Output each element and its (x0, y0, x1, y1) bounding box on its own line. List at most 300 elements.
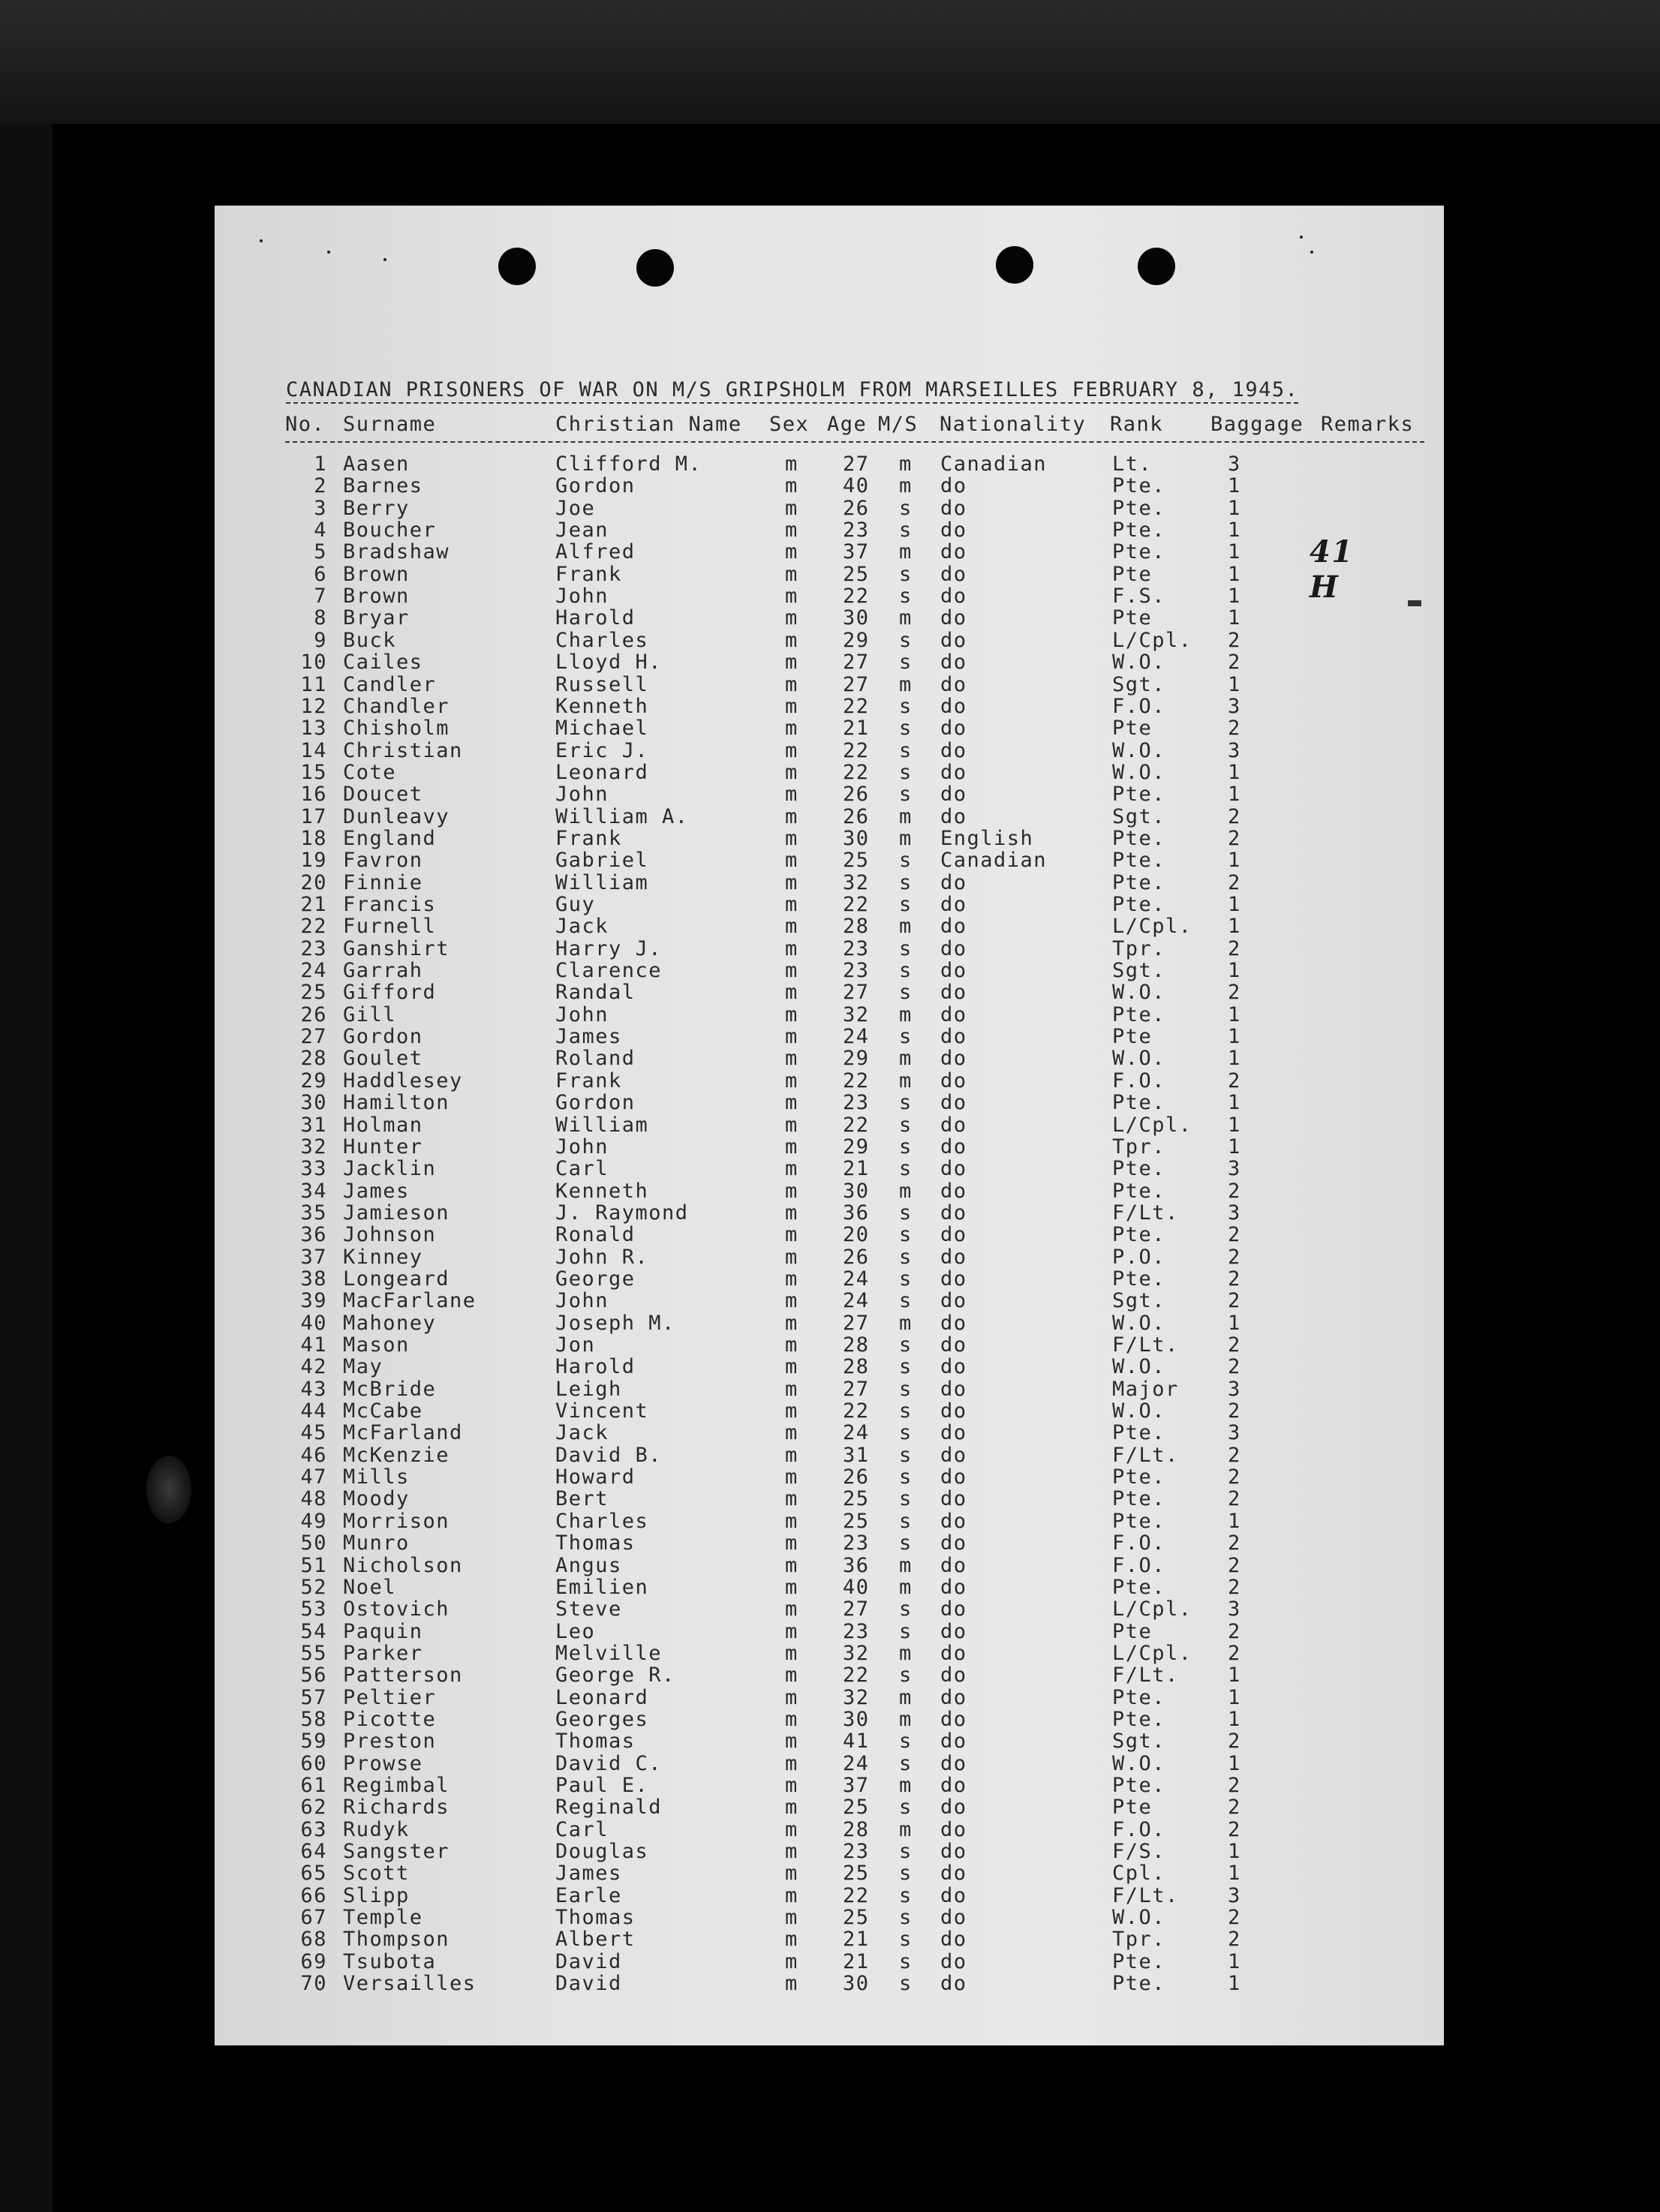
sex-cell: m (785, 826, 798, 850)
age-cell: 30 (843, 606, 870, 630)
christian-name-cell: Thomas (555, 1730, 636, 1754)
rank-cell: Pte. (1112, 1509, 1166, 1533)
nationality-cell: do (940, 1179, 967, 1203)
rank-cell: Major (1112, 1377, 1179, 1401)
surname-cell: Garrah (343, 959, 423, 983)
surname-cell: Barnes (343, 474, 423, 498)
row-number-cell: 69 (300, 1949, 327, 1973)
surname-cell: Preston (343, 1730, 437, 1754)
marital-status-cell: s (899, 1796, 913, 1820)
surname-cell: Bradshaw (343, 540, 450, 564)
sex-cell: m (785, 1862, 798, 1886)
nationality-cell: do (940, 1862, 967, 1886)
christian-name-cell: Leigh (555, 1377, 622, 1401)
nationality-cell: do (940, 585, 967, 609)
baggage-cell: 1 (1228, 606, 1241, 630)
surname-cell: Gifford (343, 981, 437, 1005)
row-number-cell: 64 (300, 1840, 327, 1864)
age-cell: 23 (843, 1619, 870, 1643)
baggage-cell: 2 (1228, 1796, 1241, 1820)
speck (327, 251, 330, 254)
nationality-cell: do (940, 1664, 967, 1688)
nationality-cell: do (940, 1619, 967, 1643)
age-cell: 25 (843, 849, 870, 873)
sex-cell: m (785, 452, 798, 476)
baggage-cell: 2 (1228, 1068, 1241, 1092)
table-row (0, 1950, 1660, 1972)
table-row (0, 1091, 1660, 1113)
baggage-cell: 1 (1228, 496, 1241, 520)
christian-name-cell: Joseph M. (555, 1311, 675, 1335)
baggage-cell: 2 (1228, 628, 1241, 652)
rank-cell: F.O. (1112, 1553, 1166, 1577)
nationality-cell: do (940, 562, 967, 586)
sex-cell: m (785, 738, 798, 762)
rank-cell: Pte. (1112, 1002, 1166, 1026)
marital-status-cell: s (899, 1972, 913, 1996)
sex-cell: m (785, 1157, 798, 1181)
nationality-cell: Canadian (940, 849, 1048, 873)
table-row (0, 1114, 1660, 1135)
christian-name-cell: Roland (555, 1047, 636, 1071)
row-number-cell: 61 (300, 1774, 327, 1797)
table-row (0, 1884, 1660, 1906)
baggage-cell: 1 (1228, 1972, 1241, 1996)
punch-hole (498, 248, 536, 285)
row-number-cell: 3 (314, 496, 327, 520)
nationality-cell: do (940, 1201, 967, 1225)
age-cell: 30 (843, 1972, 870, 1996)
sex-cell: m (785, 1245, 798, 1269)
surname-cell: Haddlesey (343, 1068, 463, 1092)
baggage-cell: 1 (1228, 1025, 1241, 1049)
christian-name-cell: Douglas (555, 1840, 649, 1864)
christian-name-cell: James (555, 1862, 622, 1886)
surname-cell: Rudyk (343, 1817, 410, 1841)
christian-name-cell: Harold (555, 1355, 636, 1379)
baggage-cell: 3 (1228, 1421, 1241, 1445)
age-cell: 26 (843, 804, 870, 828)
marital-status-cell: m (899, 804, 913, 828)
christian-name-cell: William A. (555, 804, 689, 828)
table-row (0, 1928, 1660, 1952)
sex-cell: m (785, 1553, 798, 1577)
age-cell: 28 (843, 915, 870, 939)
surname-cell: McCabe (343, 1399, 423, 1423)
surname-cell: Temple (343, 1906, 423, 1930)
speck (260, 239, 263, 242)
marital-status-cell: s (899, 1619, 913, 1643)
sex-cell: m (785, 606, 798, 630)
nationality-cell: do (940, 1267, 967, 1291)
row-number-cell: 70 (300, 1972, 327, 1996)
row-number-cell: 46 (300, 1443, 327, 1467)
nationality-cell: do (940, 1553, 967, 1577)
baggage-cell: 1 (1228, 1751, 1241, 1775)
rank-cell: W.O. (1112, 1906, 1166, 1930)
marital-status-cell: s (899, 1949, 913, 1973)
age-cell: 22 (843, 738, 870, 762)
sex-cell: m (785, 783, 798, 807)
christian-name-cell: Clarence (555, 959, 663, 983)
christian-name-cell: Frank (555, 1068, 622, 1092)
christian-name-cell: Leonard (555, 760, 649, 784)
surname-cell: Tsubota (343, 1949, 437, 1973)
christian-name-cell: Russell (555, 672, 649, 696)
sex-cell: m (785, 1730, 798, 1754)
nationality-cell: do (940, 518, 967, 542)
marital-status-cell: s (899, 651, 913, 675)
surname-cell: Nicholson (343, 1553, 463, 1577)
surname-cell: Jamieson (343, 1201, 450, 1225)
christian-name-cell: Carl (555, 1157, 609, 1181)
rank-cell: F.O. (1112, 694, 1166, 718)
baggage-cell: 1 (1228, 1047, 1241, 1071)
nationality-cell: do (940, 1949, 967, 1973)
row-number-cell: 1 (314, 452, 327, 476)
marital-status-cell: m (899, 1817, 913, 1841)
nationality-cell: do (940, 1223, 967, 1247)
marital-status-cell: m (899, 606, 913, 630)
baggage-cell: 1 (1228, 1135, 1241, 1159)
marital-status-cell: s (899, 1928, 913, 1952)
punch-hole (1138, 248, 1175, 285)
surname-cell: Regimbal (343, 1774, 450, 1797)
christian-name-cell: Thomas (555, 1906, 636, 1930)
nationality-cell: do (940, 1575, 967, 1599)
header-nationality: Nationality (940, 413, 1087, 436)
surname-cell: James (343, 1179, 410, 1203)
marital-status-cell: s (899, 1025, 913, 1049)
marital-status-cell: m (899, 672, 913, 696)
marital-status-cell: s (899, 1751, 913, 1775)
row-number-cell: 25 (300, 981, 327, 1005)
christian-name-cell: Emilien (555, 1575, 649, 1599)
table-row (0, 849, 1660, 873)
baggage-cell: 1 (1228, 893, 1241, 916)
rank-cell: Pte. (1112, 1223, 1166, 1247)
nationality-cell: Canadian (940, 452, 1048, 476)
nationality-cell: do (940, 1509, 967, 1533)
sex-cell: m (785, 1091, 798, 1115)
table-row (0, 827, 1660, 849)
rank-cell: Pte. (1112, 1685, 1166, 1709)
table-row (0, 497, 1660, 518)
marital-status-cell: s (899, 1091, 913, 1115)
row-number-cell: 14 (300, 738, 327, 762)
row-number-cell: 68 (300, 1928, 327, 1952)
baggage-cell: 2 (1228, 1531, 1241, 1555)
marital-status-cell: s (899, 496, 913, 520)
marital-status-cell: s (899, 1245, 913, 1269)
row-number-cell: 40 (300, 1311, 327, 1335)
age-cell: 28 (843, 1817, 870, 1841)
surname-cell: Noel (343, 1575, 397, 1599)
row-number-cell: 65 (300, 1862, 327, 1886)
marital-status-cell: s (899, 717, 913, 741)
nationality-cell: do (940, 672, 967, 696)
sex-cell: m (785, 651, 798, 675)
table-row (0, 651, 1660, 675)
sex-cell: m (785, 1223, 798, 1247)
rank-cell: Pte. (1112, 1267, 1166, 1291)
speck (1310, 251, 1313, 254)
age-cell: 20 (843, 1223, 870, 1247)
christian-name-cell: Michael (555, 717, 649, 741)
christian-name-cell: John (555, 1135, 609, 1159)
surname-cell: Ostovich (343, 1597, 450, 1621)
age-cell: 25 (843, 1862, 870, 1886)
table-row (0, 1730, 1660, 1754)
christian-name-cell: James (555, 1025, 622, 1049)
age-cell: 28 (843, 1333, 870, 1357)
baggage-cell: 1 (1228, 1862, 1241, 1886)
marital-status-cell: s (899, 1377, 913, 1401)
marital-status-cell: m (899, 540, 913, 564)
row-number-cell: 16 (300, 783, 327, 807)
nationality-cell: do (940, 1289, 967, 1313)
marital-status-cell: s (899, 1113, 913, 1137)
christian-name-cell: Reginald (555, 1796, 663, 1820)
rank-cell: F/Lt. (1112, 1883, 1179, 1907)
nationality-cell: do (940, 959, 967, 983)
surname-cell: Aasen (343, 452, 410, 476)
marital-status-cell: s (899, 1201, 913, 1225)
marital-status-cell: s (899, 585, 913, 609)
rank-cell: Lt. (1112, 452, 1153, 476)
nationality-cell: do (940, 606, 967, 630)
age-cell: 22 (843, 893, 870, 916)
rank-cell: Cpl. (1112, 1862, 1166, 1886)
table-row (0, 563, 1660, 585)
nationality-cell: do (940, 1531, 967, 1555)
surname-cell: Mills (343, 1465, 410, 1489)
marital-status-cell: s (899, 1487, 913, 1511)
rank-cell: F.O. (1112, 1068, 1166, 1092)
surname-cell: Sangster (343, 1840, 450, 1864)
rank-cell: Sgt. (1112, 959, 1166, 983)
row-number-cell: 17 (300, 804, 327, 828)
christian-name-cell: Albert (555, 1928, 636, 1952)
surname-cell: Chisholm (343, 717, 450, 741)
table-row (0, 1289, 1660, 1311)
nationality-cell: do (940, 1025, 967, 1049)
nationality-cell: do (940, 1311, 967, 1335)
rank-cell: Sgt. (1112, 1289, 1166, 1313)
age-cell: 21 (843, 1949, 870, 1973)
baggage-cell: 2 (1228, 870, 1241, 894)
christian-name-cell: Ronald (555, 1223, 636, 1247)
nationality-cell: do (940, 1707, 967, 1731)
baggage-cell: 1 (1228, 1949, 1241, 1973)
sex-cell: m (785, 1751, 798, 1775)
christian-name-cell: David B. (555, 1443, 663, 1467)
nationality-cell: do (940, 783, 967, 807)
row-number-cell: 56 (300, 1664, 327, 1688)
rank-cell: Pte (1112, 562, 1153, 586)
sex-cell: m (785, 760, 798, 784)
table-row (0, 1664, 1660, 1688)
header-age: Age (827, 413, 868, 436)
christian-name-cell: Clifford M. (555, 452, 702, 476)
baggage-cell: 2 (1228, 1179, 1241, 1203)
row-number-cell: 44 (300, 1399, 327, 1423)
sex-cell: m (785, 540, 798, 564)
nationality-cell: do (940, 1883, 967, 1907)
header-christian-name: Christian Name (555, 413, 742, 436)
rank-cell: Pte. (1112, 1949, 1166, 1973)
sex-cell: m (785, 1289, 798, 1313)
age-cell: 25 (843, 1509, 870, 1533)
age-cell: 22 (843, 1399, 870, 1423)
margin-tick (1408, 600, 1421, 606)
row-number-cell: 36 (300, 1223, 327, 1247)
nationality-cell: do (940, 1465, 967, 1489)
sex-cell: m (785, 1641, 798, 1665)
sex-cell: m (785, 1399, 798, 1423)
marital-status-cell: m (899, 826, 913, 850)
marital-status-cell: s (899, 870, 913, 894)
marital-status-cell: s (899, 893, 913, 916)
sex-cell: m (785, 959, 798, 983)
table-row (0, 1465, 1660, 1487)
sex-cell: m (785, 628, 798, 652)
age-cell: 27 (843, 1597, 870, 1621)
row-number-cell: 42 (300, 1355, 327, 1379)
table-row (0, 1421, 1660, 1443)
surname-cell: May (343, 1355, 383, 1379)
nationality-cell: do (940, 760, 967, 784)
sex-cell: m (785, 1267, 798, 1291)
marital-status-cell: s (899, 783, 913, 807)
row-number-cell: 5 (314, 540, 327, 564)
marital-status-cell: s (899, 1223, 913, 1247)
age-cell: 27 (843, 1377, 870, 1401)
rank-cell: Pte (1112, 1796, 1153, 1820)
rank-cell: Pte. (1112, 496, 1166, 520)
row-number-cell: 6 (314, 562, 327, 586)
baggage-cell: 1 (1228, 783, 1241, 807)
table-row (0, 1576, 1660, 1597)
nationality-cell: do (940, 1796, 967, 1820)
sex-cell: m (785, 870, 798, 894)
table-row (0, 893, 1660, 915)
surname-cell: Prowse (343, 1751, 423, 1775)
rank-cell: Pte. (1112, 518, 1166, 542)
age-cell: 22 (843, 1883, 870, 1907)
table-row (0, 695, 1660, 717)
baggage-cell: 2 (1228, 1333, 1241, 1357)
baggage-cell: 2 (1228, 1399, 1241, 1423)
rank-cell: Pte. (1112, 1157, 1166, 1181)
table-row (0, 1554, 1660, 1576)
sex-cell: m (785, 1906, 798, 1930)
surname-cell: Candler (343, 672, 437, 696)
rank-cell: L/Cpl. (1112, 1113, 1192, 1137)
table-row (0, 739, 1660, 761)
age-cell: 22 (843, 760, 870, 784)
rank-cell: Pte. (1112, 474, 1166, 498)
christian-name-cell: Kenneth (555, 694, 649, 718)
sex-cell: m (785, 1113, 798, 1137)
christian-name-cell: Leo (555, 1619, 596, 1643)
rank-cell: Pte. (1112, 1707, 1166, 1731)
sex-cell: m (785, 1774, 798, 1797)
rank-cell: Pte. (1112, 1487, 1166, 1511)
age-cell: 27 (843, 981, 870, 1005)
surname-cell: Doucet (343, 783, 423, 807)
row-number-cell: 62 (300, 1796, 327, 1820)
sex-cell: m (785, 1619, 798, 1643)
age-cell: 25 (843, 1487, 870, 1511)
row-number-cell: 4 (314, 518, 327, 542)
marital-status-cell: m (899, 915, 913, 939)
baggage-cell: 1 (1228, 1664, 1241, 1688)
nationality-cell: do (940, 936, 967, 960)
row-number-cell: 55 (300, 1641, 327, 1665)
table-row (0, 1047, 1660, 1071)
row-number-cell: 49 (300, 1509, 327, 1533)
age-cell: 22 (843, 1113, 870, 1137)
baggage-cell: 2 (1228, 1906, 1241, 1930)
baggage-cell: 2 (1228, 1245, 1241, 1269)
surname-cell: Christian (343, 738, 463, 762)
marital-status-cell: m (899, 1707, 913, 1731)
row-number-cell: 15 (300, 760, 327, 784)
rank-cell: Sgt. (1112, 672, 1166, 696)
surname-cell: Patterson (343, 1664, 463, 1688)
table-row (0, 1201, 1660, 1223)
surname-cell: Chandler (343, 694, 450, 718)
age-cell: 27 (843, 452, 870, 476)
christian-name-cell: Howard (555, 1465, 636, 1489)
header-sex: Sex (769, 413, 810, 436)
age-cell: 26 (843, 783, 870, 807)
marital-status-cell: s (899, 694, 913, 718)
baggage-cell: 1 (1228, 1509, 1241, 1533)
rank-cell: Pte. (1112, 849, 1166, 873)
nationality-cell: do (940, 1906, 967, 1930)
table-row (0, 1774, 1660, 1796)
header-baggage: Baggage (1210, 413, 1304, 436)
surname-cell: Hamilton (343, 1091, 450, 1115)
nationality-cell: do (940, 1774, 967, 1797)
rank-cell: Sgt. (1112, 804, 1166, 828)
marital-status-cell: s (899, 1399, 913, 1423)
sex-cell: m (785, 849, 798, 873)
table-row (0, 1355, 1660, 1377)
row-number-cell: 45 (300, 1421, 327, 1445)
christian-name-cell: John (555, 1002, 609, 1026)
surname-cell: Dunleavy (343, 804, 450, 828)
row-number-cell: 47 (300, 1465, 327, 1489)
nationality-cell: do (940, 1751, 967, 1775)
rank-cell: Pte (1112, 1619, 1153, 1643)
rank-cell: Pte. (1112, 1465, 1166, 1489)
table-row (0, 1620, 1660, 1642)
rank-cell: W.O. (1112, 760, 1166, 784)
christian-name-cell: David (555, 1949, 622, 1973)
nationality-cell: do (940, 1355, 967, 1379)
table-row (0, 673, 1660, 695)
sex-cell: m (785, 1443, 798, 1467)
christian-name-cell: Thomas (555, 1531, 636, 1555)
nationality-cell: English (940, 826, 1034, 850)
baggage-cell: 3 (1228, 452, 1241, 476)
baggage-cell: 1 (1228, 562, 1241, 586)
rank-cell: F/Lt. (1112, 1664, 1179, 1688)
baggage-cell: 2 (1228, 1553, 1241, 1577)
